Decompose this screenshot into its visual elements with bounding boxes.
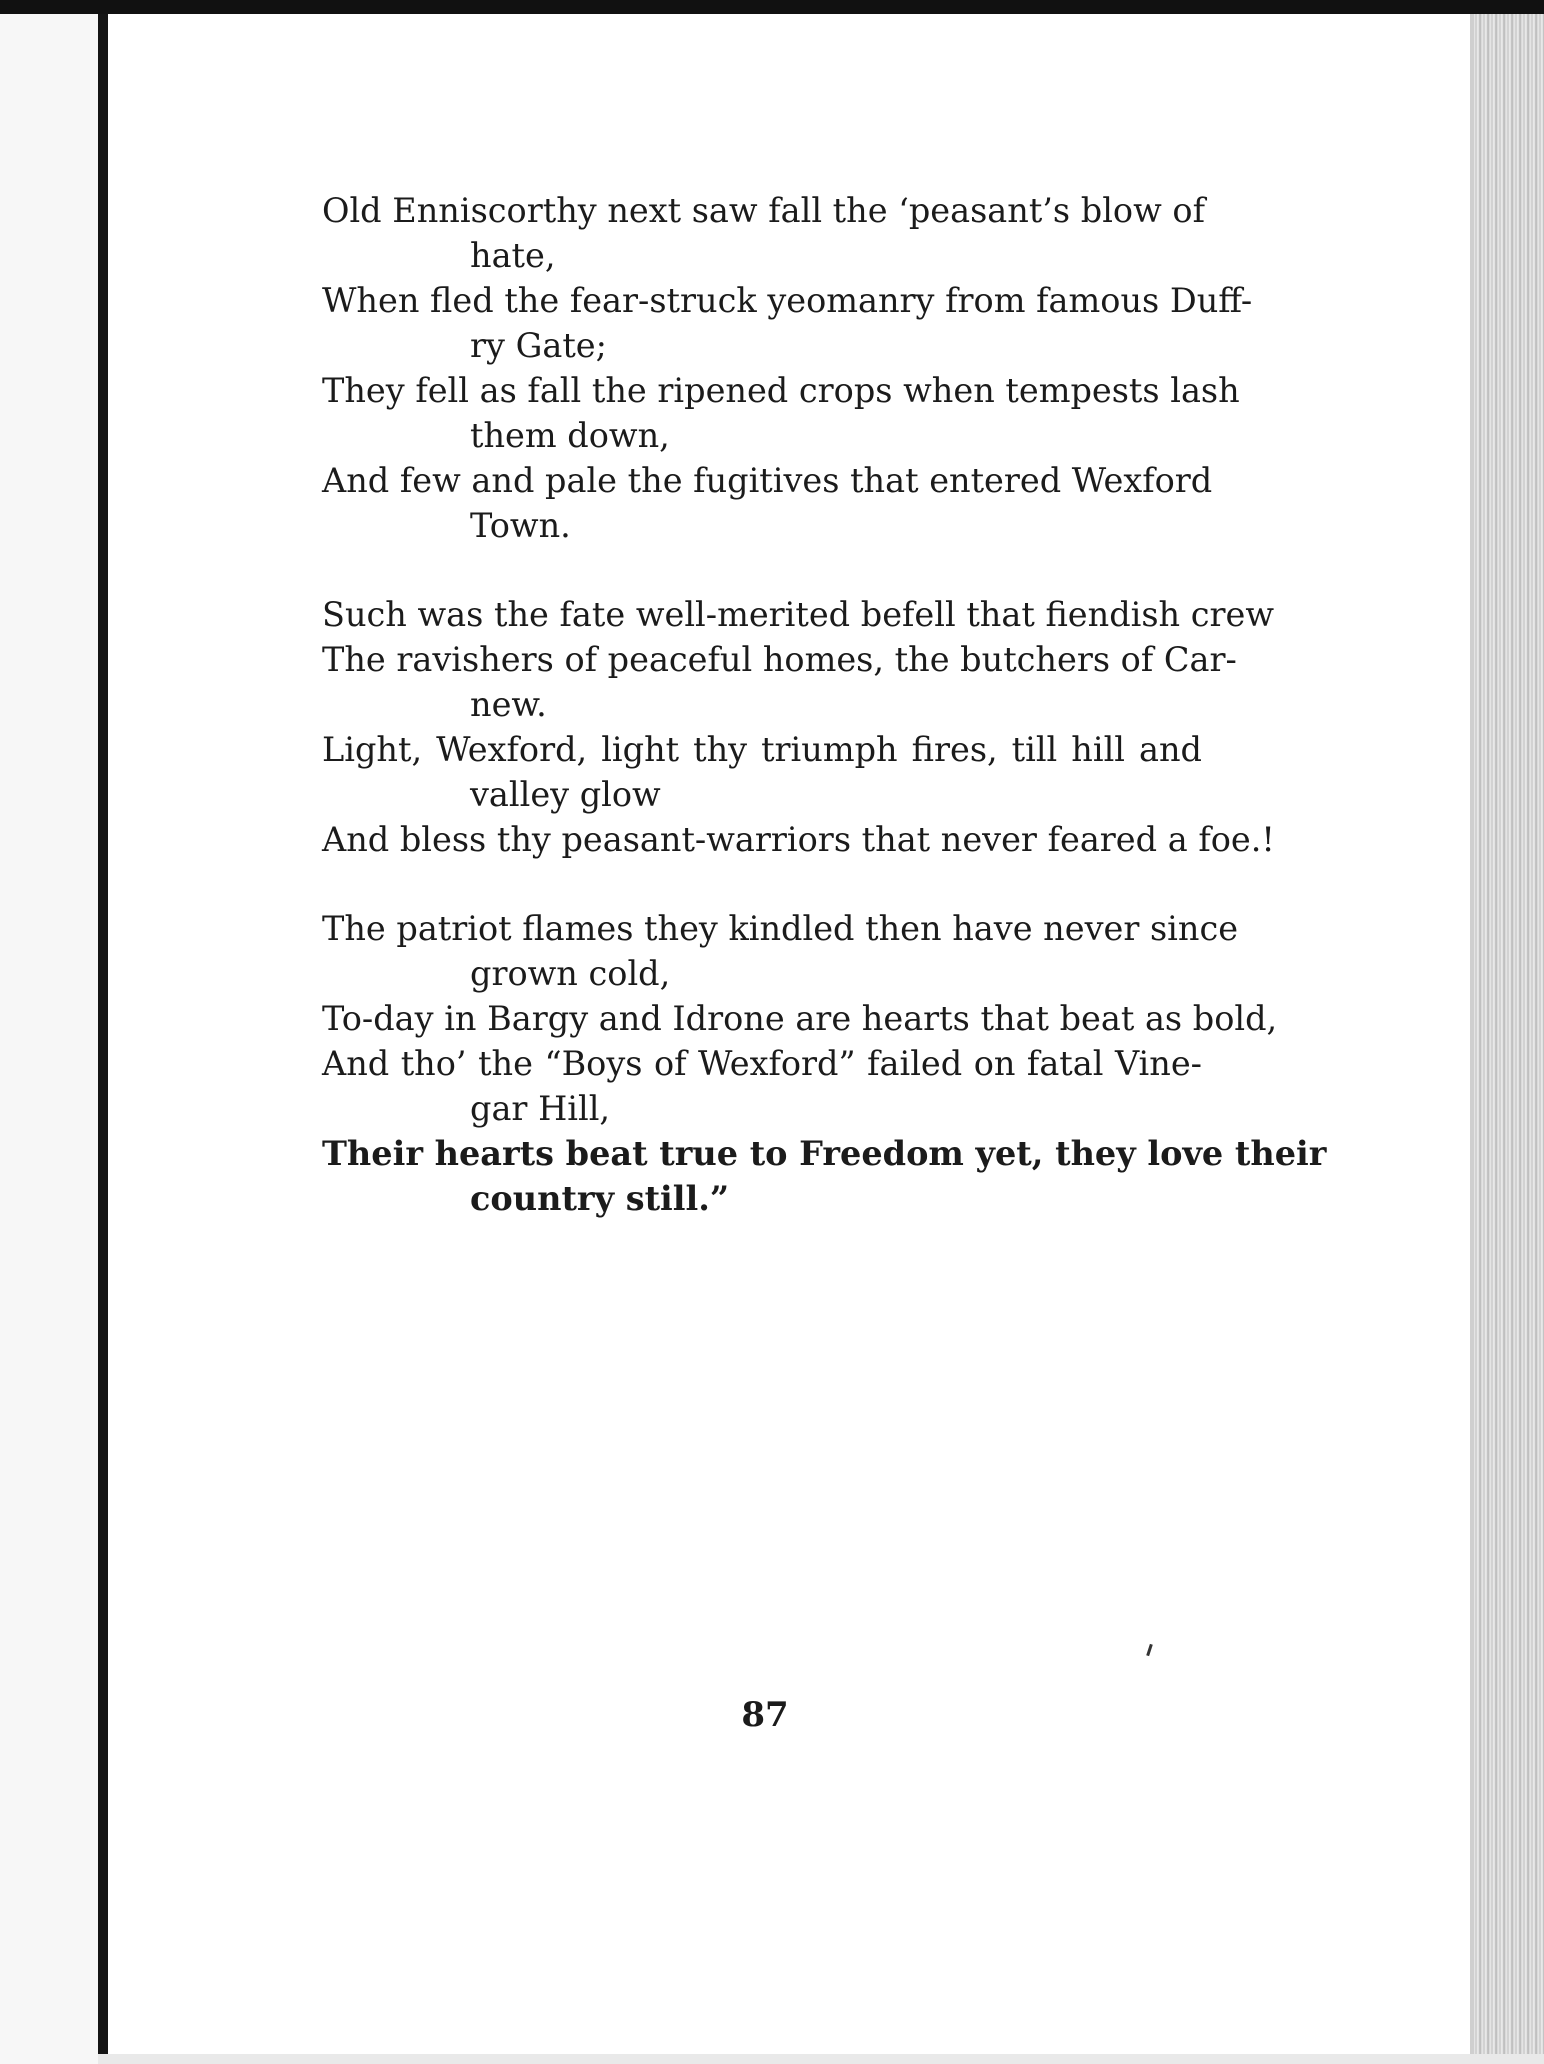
poem-line: And few and pale the fugitives that entered Wexford [322,461,1213,500]
poem-line-continuation: grown cold, [470,954,671,993]
stanza-2 [322,592,1275,862]
poem-line: To-day in Bargy and Idrone are hearts that beat as bold, [322,999,1278,1038]
poem-line-continuation: gar Hill, [470,1089,611,1128]
scan-bottom-border [98,2054,1544,2064]
poem-line: The patriot flames they kindled then have never since [322,909,1239,948]
poem-line: Their hearts beat true to Freedom yet, they love their [322,1134,1327,1173]
poem-body [322,188,1327,1265]
poem-line: The ravishers of peaceful homes, the butchers of Car- [322,640,1237,679]
poem-line-continuation: country still.” [470,1179,730,1218]
poem-line-continuation: them down, [470,416,670,455]
scan-left-margin [0,14,98,2064]
poem-line: When fled the fear-struck yeomanry from famous Duff- [322,281,1253,320]
stanza-1 [322,188,1253,548]
poem-line-continuation: hate, [470,236,556,275]
scan-top-border [0,0,1544,14]
poem-line: They fell as fall the ripened crops when tempests lash [322,371,1240,410]
poem-line: And bless thy peasant-warriors that never feared a foe.! [322,820,1275,859]
book-page-edges [1474,14,1544,2064]
poem-line-continuation: new. [470,685,547,724]
poem-line: Such was the fate well-merited befell that fiendish crew [322,595,1275,634]
book-spine-edge [98,14,108,2064]
poem-line-continuation: Town. [470,506,571,545]
poem-line-continuation: valley glow [470,775,661,814]
stanza-3 [322,906,1327,1221]
page-number: 87 [741,1695,789,1735]
poem-line: And tho’ the “Boys of Wexford” failed on fatal Vine- [322,1044,1202,1083]
poem-line: Old Enniscorthy next saw fall the ‘peasant’s blow of [322,191,1205,230]
ink-speck [1146,1644,1153,1656]
poem-line: Light, Wexford, light thy triumph fires, till hill and [322,730,1202,769]
poem-line-continuation: ry Gate; [470,326,607,365]
